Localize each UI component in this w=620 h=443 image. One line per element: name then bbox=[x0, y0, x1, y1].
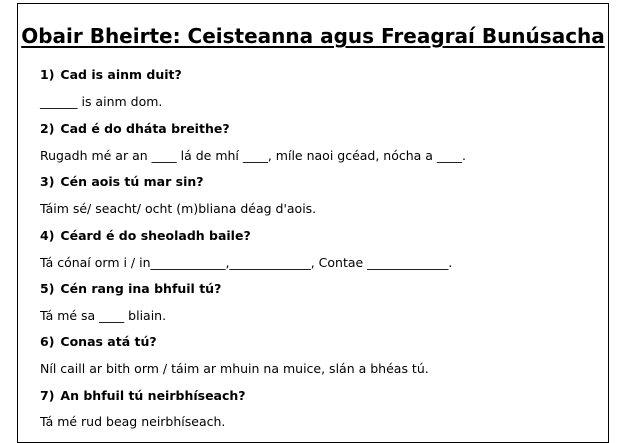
question-3: 3) Cén aois tú mar sin? bbox=[40, 174, 204, 189]
question-7: 7) An bhfuil tú neirbhíseach? bbox=[40, 388, 246, 403]
answer-7: Tá mé rud beag neirbhíseach. bbox=[40, 414, 226, 429]
answer-2: Rugadh mé ar an ____ lá de mhí ____, míle naoi gcéad, nócha a ____. bbox=[40, 148, 466, 163]
answer-5: Tá mé sa ____ bliain. bbox=[40, 308, 167, 323]
worksheet-page bbox=[17, 3, 609, 443]
worksheet-title: Obair Bheirte: Ceisteanna agus Freagraí Bunúsacha bbox=[21, 24, 605, 48]
question-5: 5) Cén rang ina bhfuil tú? bbox=[40, 281, 222, 296]
question-1: 1) Cad is ainm duit? bbox=[40, 67, 182, 82]
answer-3: Táim sé/ seacht/ ocht (m)bliana déag d'aois. bbox=[40, 201, 317, 216]
answer-1: ______ is ainm dom. bbox=[40, 94, 163, 109]
question-6: 6) Conas atá tú? bbox=[40, 334, 157, 349]
answer-6: Níl caill ar bith orm / táim ar mhuin na muice, slán a bhéas tú. bbox=[40, 361, 429, 376]
answer-4: Tá cónaí orm i / in____________,_____________, Contae _____________. bbox=[40, 255, 453, 270]
question-4: 4) Céard é do sheoladh baile? bbox=[40, 228, 251, 243]
question-2: 2) Cad é do dháta breithe? bbox=[40, 121, 230, 136]
